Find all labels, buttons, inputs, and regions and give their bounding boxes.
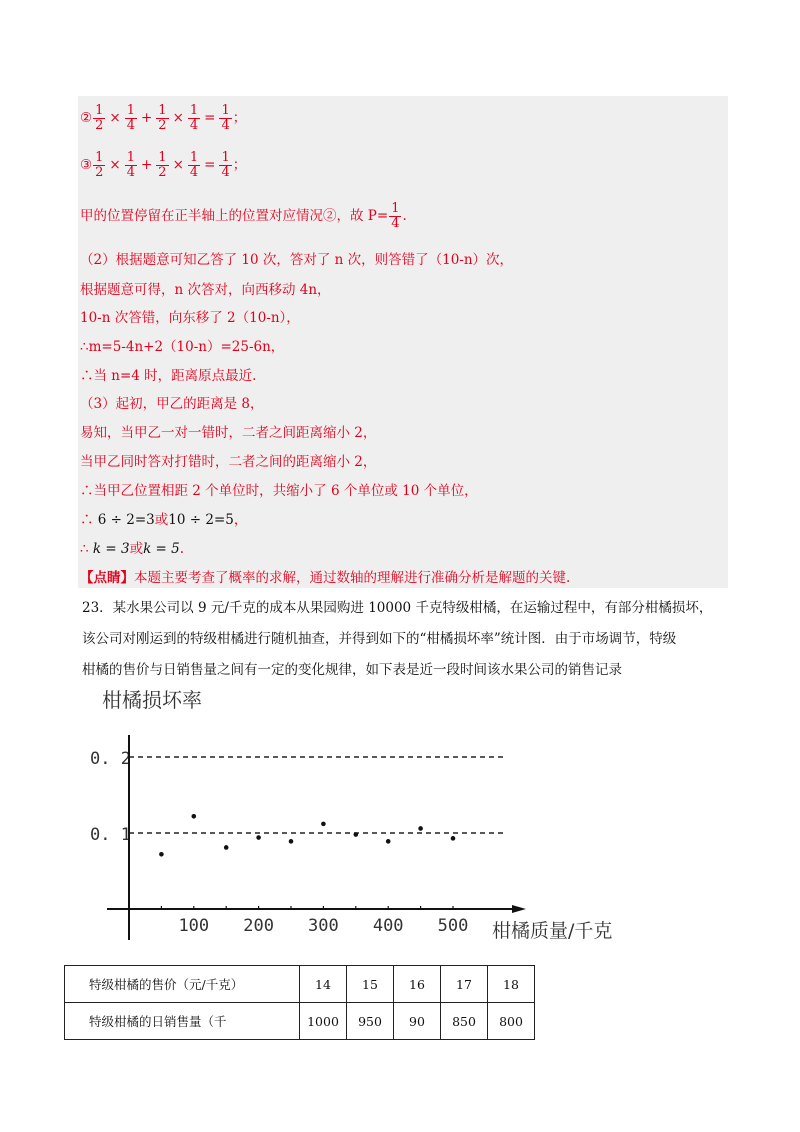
table-cell: 850 bbox=[441, 1003, 488, 1040]
x-tick-label: 400 bbox=[372, 916, 404, 936]
solution-line: 当甲乙同时答对打错时，二者之间的距离缩小 2， bbox=[80, 454, 377, 470]
denominator: 2 bbox=[95, 118, 104, 133]
times-sign: × bbox=[172, 110, 184, 126]
circle-3-mark: ③ bbox=[80, 157, 93, 173]
x-tick-label: 100 bbox=[178, 916, 210, 936]
sales-record-table bbox=[64, 965, 535, 1040]
fraction bbox=[125, 104, 137, 133]
data-point bbox=[321, 822, 326, 827]
period: . bbox=[402, 208, 407, 224]
solution-line-k bbox=[80, 540, 184, 558]
k-value: k = 3 bbox=[92, 541, 130, 557]
numerator: 1 bbox=[158, 150, 167, 165]
table-cell: 1000 bbox=[300, 1003, 347, 1040]
solution-line-conclusion bbox=[80, 202, 407, 231]
data-point bbox=[224, 845, 229, 850]
times-sign: × bbox=[172, 157, 184, 173]
fraction bbox=[156, 104, 168, 133]
equals-sign: = bbox=[204, 157, 216, 173]
question-text: 该公司对刚运到的特级柑橘进行随机抽查，并得到如下的“柑橘损坏率”统计图．由于市场调节，特级 bbox=[82, 631, 677, 647]
numerator: 1 bbox=[126, 103, 135, 118]
fraction bbox=[125, 151, 137, 180]
fraction bbox=[188, 104, 200, 133]
data-point bbox=[386, 839, 391, 844]
semicolon: ； bbox=[232, 157, 247, 173]
fraction bbox=[389, 202, 401, 231]
x-tick-label: 500 bbox=[437, 916, 469, 936]
data-point bbox=[192, 814, 197, 819]
fraction bbox=[219, 151, 231, 180]
numerator: 1 bbox=[189, 150, 199, 165]
data-point bbox=[354, 832, 359, 837]
solution-line-3 bbox=[80, 151, 246, 180]
y-tick-labels bbox=[90, 749, 131, 845]
numerator: 1 bbox=[126, 150, 135, 165]
period: . bbox=[179, 541, 185, 557]
x-axis-label: 柑橘质量/千克 bbox=[492, 920, 613, 942]
table-cell: 90 bbox=[394, 1003, 441, 1040]
solution-line-division bbox=[80, 511, 247, 529]
solution-line: （3）起初，甲乙的距离是 8， bbox=[80, 396, 264, 412]
plus-sign: + bbox=[140, 110, 153, 126]
table-cell: 18 bbox=[488, 966, 535, 1003]
therefore-sign: ∴ bbox=[80, 541, 89, 557]
denominator: 4 bbox=[391, 216, 400, 231]
y-axis-label: 柑橘损坏率 bbox=[102, 690, 202, 712]
table-cell: 15 bbox=[347, 966, 394, 1003]
comma: ， bbox=[233, 512, 248, 528]
therefore-sign: ∴ bbox=[80, 512, 94, 528]
or-word: 或 bbox=[129, 541, 144, 557]
data-point bbox=[418, 826, 423, 831]
denominator: 2 bbox=[158, 165, 167, 180]
denominator: 4 bbox=[221, 165, 230, 180]
row-header: 特级柑橘的日销售量（千 bbox=[65, 1003, 300, 1040]
numerator: 1 bbox=[391, 201, 400, 216]
data-point bbox=[159, 852, 164, 857]
numerator: 1 bbox=[221, 103, 230, 118]
x-ticks bbox=[161, 906, 468, 936]
fraction bbox=[219, 104, 231, 133]
numerator: 1 bbox=[95, 103, 104, 118]
table-row bbox=[65, 1003, 535, 1040]
denominator: 2 bbox=[158, 118, 167, 133]
numerator: 1 bbox=[158, 103, 167, 118]
fraction bbox=[93, 151, 105, 180]
key-point-line bbox=[80, 569, 570, 587]
reference-lines bbox=[129, 757, 506, 833]
semicolon: ； bbox=[232, 110, 247, 126]
plus-sign: + bbox=[140, 157, 153, 173]
solution-line: 10-n 次答错，向东移了 2（10-n）， bbox=[80, 310, 300, 326]
table-row bbox=[65, 966, 535, 1003]
data-point bbox=[451, 836, 456, 841]
circle-2-mark: ② bbox=[80, 110, 93, 126]
question-text: 23．某水果公司以 9 元/千克的成本从果园购进 10000 千克特级柑橘，在运输过程中，有部分柑橘损坏， bbox=[82, 600, 713, 616]
times-sign: × bbox=[109, 110, 121, 126]
table-cell: 950 bbox=[347, 1003, 394, 1040]
table-cell: 17 bbox=[441, 966, 488, 1003]
numerator: 1 bbox=[189, 103, 199, 118]
solution-line: 易知，当甲乙一对一错时，二者之间距离缩小 2， bbox=[80, 425, 377, 441]
table-cell: 14 bbox=[300, 966, 347, 1003]
solution-line: ∴m=5-4n+2（10-n）=25-6n， bbox=[80, 339, 285, 355]
denominator: 4 bbox=[189, 165, 199, 180]
y-tick-label: 0. 2 bbox=[90, 749, 131, 769]
conclusion-text: 甲的位置停留在正半轴上的位置对应情况②，故 P= bbox=[80, 208, 389, 224]
fraction bbox=[188, 151, 200, 180]
times-sign: × bbox=[109, 157, 121, 173]
key-point-text: 本题主要考查了概率的求解，通过数轴的理解进行准确分析是解题的关键. bbox=[134, 570, 571, 586]
numerator: 1 bbox=[221, 150, 230, 165]
denominator: 4 bbox=[126, 118, 135, 133]
solution-line: （2）根据题意可知乙答了 10 次，答对了 n 次，则答错了（10-n）次， bbox=[80, 252, 514, 268]
x-tick-label: 200 bbox=[243, 916, 274, 936]
x-axis-arrow-icon bbox=[512, 905, 526, 913]
numerator: 1 bbox=[95, 150, 104, 165]
denominator: 2 bbox=[95, 165, 104, 180]
solution-line: ∴当甲乙位置相距 2 个单位时，共缩小了 6 个单位或 10 个单位， bbox=[80, 483, 478, 499]
fraction bbox=[93, 104, 105, 133]
data-point bbox=[289, 839, 294, 844]
data-point bbox=[256, 835, 261, 840]
denominator: 4 bbox=[221, 118, 230, 133]
division-expression: 10 ÷ 2=5 bbox=[168, 512, 234, 528]
y-tick-label: 0. 1 bbox=[90, 825, 131, 845]
denominator: 4 bbox=[126, 165, 135, 180]
equals-sign: = bbox=[204, 110, 216, 126]
table-cell: 16 bbox=[394, 966, 441, 1003]
damage-rate-chart bbox=[80, 690, 640, 950]
row-header: 特级柑橘的售价（元/千克） bbox=[65, 966, 300, 1003]
solution-line-2 bbox=[80, 104, 246, 133]
solution-line: ∴当 n=4 时，距离原点最近. bbox=[80, 368, 257, 384]
question-text: 柑橘的售价与日销售量之间有一定的变化规律，如下表是近一段时间该水果公司的销售记录 bbox=[82, 662, 622, 678]
denominator: 4 bbox=[189, 118, 199, 133]
solution-line: 根据题意可得，n 次答对，向西移动 4n， bbox=[80, 282, 331, 298]
k-value: k = 5 bbox=[143, 541, 180, 557]
division-expression: 6 ÷ 2=3 bbox=[97, 512, 155, 528]
key-point-tag: 【点睛】 bbox=[80, 570, 134, 586]
or-word: 或 bbox=[154, 512, 169, 528]
data-points bbox=[159, 814, 455, 857]
table-cell: 800 bbox=[488, 1003, 535, 1040]
x-tick-label: 300 bbox=[308, 916, 339, 936]
fraction bbox=[156, 151, 168, 180]
